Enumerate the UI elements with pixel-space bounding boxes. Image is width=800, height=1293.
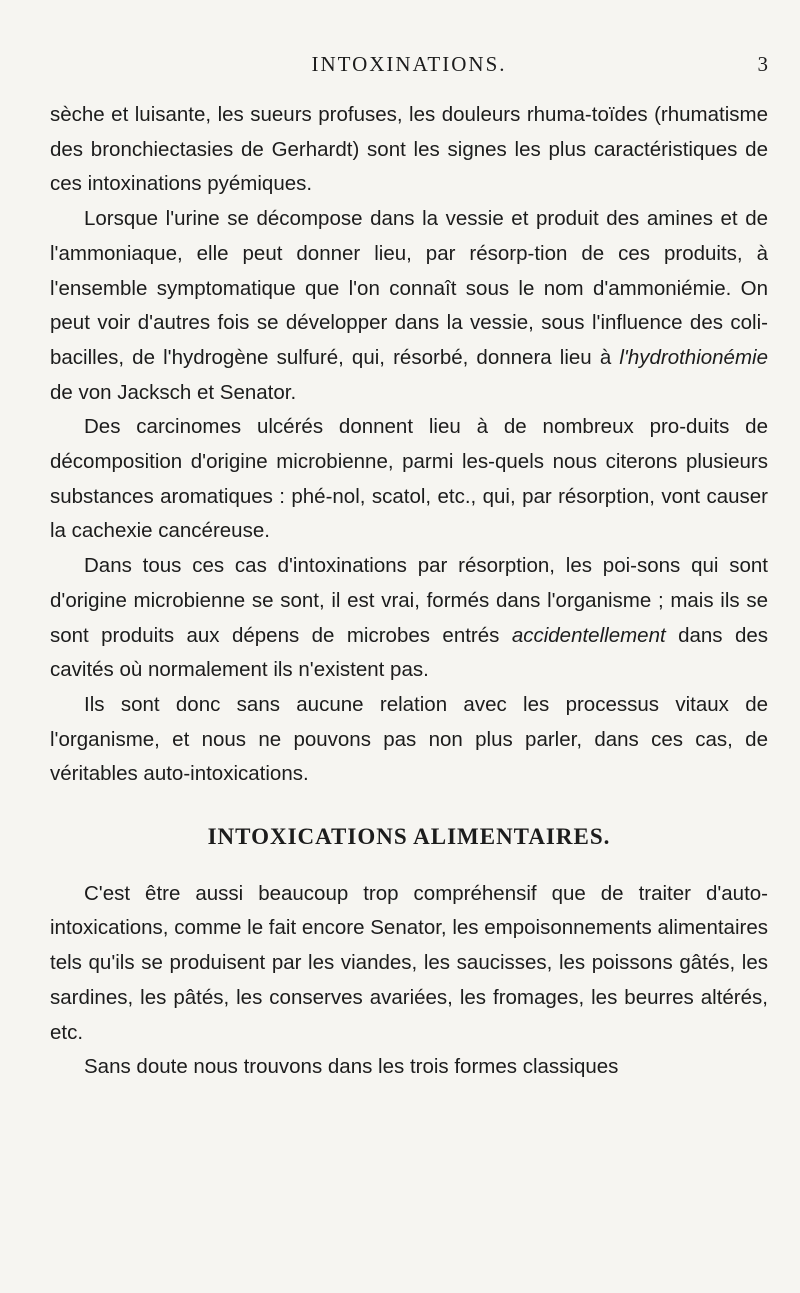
running-head (50, 52, 768, 82)
paragraph-text: Sans doute nous trouvons dans les trois formes classiques (84, 1055, 619, 1079)
paragraph-text: Lorsque l'urine se décompose dans la vessie et produit des amines et de l'ammoniaque, elle peut donner lieu, par résorp-tion de ces produits, à l'ensemble symptomatique que l'on connaît sous le nom d'ammoniémie. On peut voir d'autres fois se développer dans la vessie, sous l'influence des coli-bacilles, de l'hydrogène sulfuré, qui, résorbé, donnera lieu à (50, 207, 768, 369)
running-title: INTOXINATIONS. (311, 52, 507, 76)
paragraph-text: dans des cavités où normalement ils n'existent pas. (50, 623, 769, 682)
paragraph (50, 688, 768, 792)
paragraph-text: Ils sont donc sans aucune relation avec les processus vitaux de l'organisme, et nous ne pouvons pas non plus parler, dans ces cas, de véritables auto-intoxications. (50, 692, 768, 786)
page-number: 3 (757, 52, 768, 76)
body-text (50, 98, 768, 1085)
italic-term: accidentellement (511, 623, 666, 647)
paragraph-text: Des carcinomes ulcérés donnent lieu à de nombreux pro-duits de décomposition d'origine microbienne, parmi les-quels nous citerons plusieurs substances aromatiques : phé-nol, scatol, etc., qui, par résorption, vont causer la cachexie cancéreuse. (50, 415, 768, 543)
paragraph-text: sèche et luisante, les sueurs profuses, les douleurs rhuma-toïdes (rhumatisme des bronchiectasies de Gerhardt) sont les signes les plus caractéristiques de ces intoxinations pyémiques. (50, 103, 768, 196)
paragraph (50, 98, 768, 202)
paragraph-text: C'est être aussi beaucoup trop compréhensif que de traiter d'auto-intoxications, comme le fait encore Senator, les empoisonnements alimentaires tels qu'ils se produisent par les viandes, les saucisses, les poissons gâtés, les sardines, les pâtés, les conserves avariées, les fromages, les beurres altérés, etc. (50, 881, 768, 1044)
italic-term: l'hydrothionémie (619, 345, 768, 369)
paragraph (50, 202, 768, 410)
paragraph (50, 549, 768, 688)
paragraph (50, 410, 768, 549)
section-heading: INTOXICATIONS ALIMENTAIRES. (207, 824, 611, 850)
paragraph (50, 1050, 768, 1085)
paragraph-text: Dans tous ces cas d'intoxinations par résorption, les poi-sons qui sont d'origine microbienne se sont, il est vrai, formés dans l'organisme ; mais ils se sont produits aux dépens de microbes entrés (50, 554, 768, 647)
paragraph-text: de von Jacksch et Senator. (50, 380, 297, 404)
paragraph (50, 877, 768, 1051)
